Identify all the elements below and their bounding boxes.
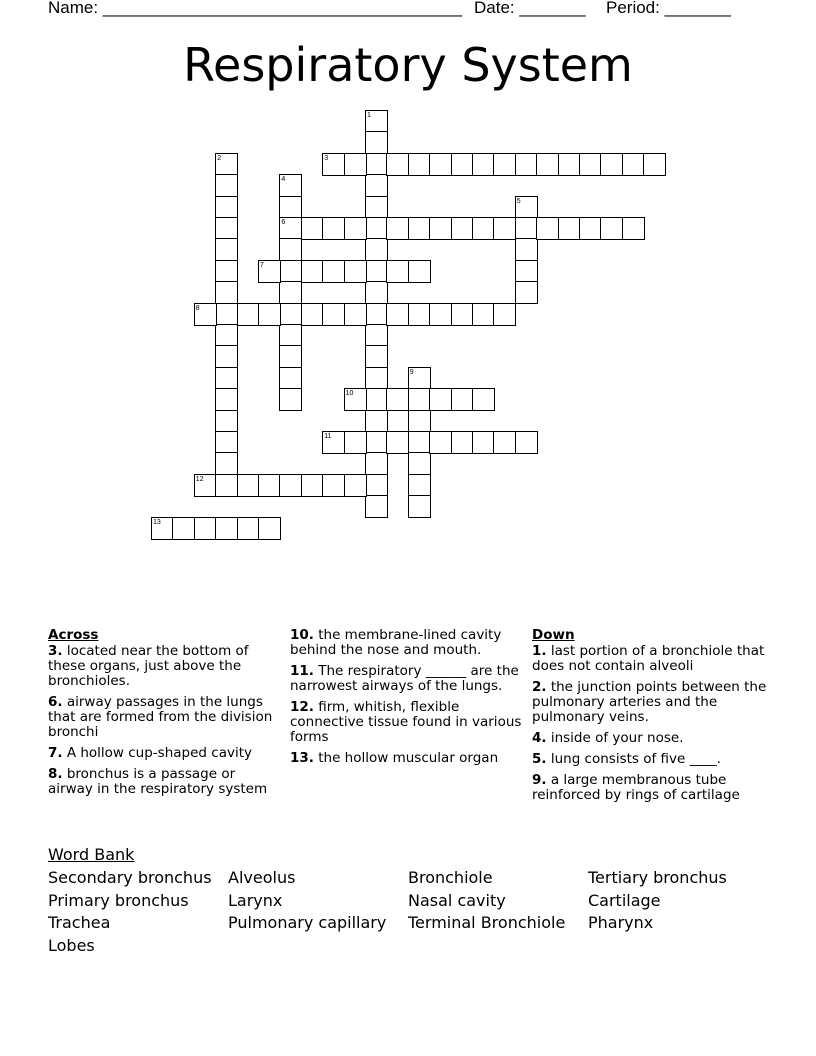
crossword-cell[interactable] [322, 303, 345, 326]
crossword-cell[interactable] [215, 174, 238, 197]
crossword-cell[interactable] [279, 196, 302, 219]
crossword-cell[interactable] [344, 153, 367, 176]
crossword-cell[interactable] [215, 303, 238, 326]
crossword-cell[interactable] [279, 388, 302, 411]
crossword-cell[interactable] [365, 281, 388, 304]
clue-number-label: 8 [195, 304, 200, 312]
clue-number-label: 1 [367, 112, 371, 119]
crossword-cell[interactable] [172, 517, 195, 540]
crossword-cell[interactable] [279, 238, 302, 261]
crossword-cell[interactable] [451, 431, 474, 454]
crossword-cell[interactable] [472, 388, 495, 411]
crossword-cell[interactable] [365, 174, 388, 197]
crossword-cell[interactable] [579, 153, 602, 176]
crossword-cell[interactable] [451, 303, 474, 326]
crossword-cell[interactable] [493, 303, 516, 326]
crossword-cell[interactable] [279, 303, 302, 326]
crossword-cell[interactable] [408, 260, 431, 283]
crossword-cell[interactable] [365, 452, 388, 475]
crossword-cell[interactable] [365, 238, 388, 261]
word-bank-item: Nasal cavity [408, 891, 506, 910]
crossword-cell[interactable] [365, 303, 388, 326]
crossword-cell[interactable] [515, 153, 538, 176]
clue-across-3: 3. located near the bottom of these organs, just above the bronchioles. [48, 643, 249, 689]
crossword-cell[interactable] [408, 495, 431, 518]
crossword-cell[interactable] [365, 410, 388, 433]
clue-across-8: 8. bronchus is a passage or airway in the respiratory system [48, 766, 268, 797]
word-bank-item: Bronchiole [408, 868, 493, 887]
across-heading: Across [48, 627, 99, 643]
crossword-cell[interactable] [643, 153, 666, 176]
crossword-cell[interactable] [515, 281, 538, 304]
crossword-cell[interactable] [194, 517, 217, 540]
name-field[interactable]: Name: ______________________________________ [48, 0, 463, 17]
crossword-cell[interactable] [215, 517, 238, 540]
crossword-cell[interactable] [215, 324, 238, 347]
crossword-cell[interactable] [322, 474, 345, 497]
crossword-cell[interactable] [536, 153, 559, 176]
clue-across-6: 6. airway passages in the lungs that are formed from the division bronchi [48, 694, 273, 740]
across-clues-column-2 [290, 628, 528, 772]
crossword-cell[interactable] [301, 474, 324, 497]
crossword-cell[interactable] [493, 217, 516, 240]
period-field[interactable]: Period: _______ [606, 0, 731, 17]
crossword-cell[interactable] [215, 388, 238, 411]
crossword-cell[interactable] [386, 153, 409, 176]
crossword-cell[interactable] [322, 260, 345, 283]
word-bank-item: Cartilage [588, 891, 661, 910]
crossword-cell[interactable] [365, 388, 388, 411]
crossword-cell[interactable] [429, 388, 452, 411]
crossword-cell[interactable] [493, 153, 516, 176]
crossword-cell[interactable] [301, 217, 324, 240]
crossword-cell[interactable] [600, 153, 623, 176]
clue-across-13: 13. the hollow muscular organ [290, 750, 499, 766]
word-bank-item: Trachea [48, 913, 111, 932]
clue-number-label: 4 [281, 176, 286, 184]
crossword-cell[interactable] [451, 217, 474, 240]
crossword-cell[interactable] [515, 238, 538, 261]
crossword-cell[interactable] [515, 260, 538, 283]
clue-down-4: 4. inside of your nose. [532, 730, 684, 746]
crossword-cell[interactable] [365, 474, 388, 497]
crossword-cell[interactable] [429, 431, 452, 454]
crossword-cell[interactable] [215, 260, 238, 283]
clue-number-label: 9 [409, 368, 414, 376]
crossword-cell[interactable] [558, 217, 581, 240]
clue-number-label: 3 [324, 154, 329, 162]
crossword-cell[interactable] [365, 324, 388, 347]
crossword-cell[interactable] [408, 217, 431, 240]
crossword-cell[interactable] [215, 238, 238, 261]
crossword-cell[interactable] [301, 260, 324, 283]
crossword-cell[interactable] [579, 217, 602, 240]
crossword-cell[interactable] [344, 431, 367, 454]
crossword-cell[interactable] [279, 345, 302, 368]
crossword-cell[interactable] [365, 367, 388, 390]
clue-number-label: 12 [195, 475, 204, 483]
word-bank-item: Pulmonary capillary [228, 913, 387, 932]
clue-number-label: 11 [324, 433, 332, 440]
crossword-cell[interactable] [472, 217, 495, 240]
crossword-cell[interactable] [408, 452, 431, 475]
crossword-cell[interactable] [386, 431, 409, 454]
word-bank-item: Terminal Bronchiole [408, 913, 566, 932]
crossword-cell[interactable] [258, 303, 281, 326]
crossword-cell[interactable] [215, 196, 238, 219]
crossword-cell[interactable] [322, 217, 345, 240]
clue-down-2: 2. the junction points between the pulmonary arteries and the pulmonary veins. [532, 679, 767, 725]
clue-down-1: 1. last portion of a bronchiole that does not contain alveoli [532, 643, 765, 674]
crossword-cell[interactable] [408, 153, 431, 176]
crossword-cell[interactable] [344, 217, 367, 240]
crossword-cell[interactable] [429, 303, 452, 326]
clue-number-label: 6 [281, 219, 286, 226]
crossword-cell[interactable] [237, 303, 260, 326]
crossword-cell[interactable] [215, 410, 238, 433]
crossword-cell[interactable] [408, 410, 431, 433]
crossword-cell[interactable] [258, 517, 281, 540]
crossword-cell[interactable] [215, 474, 238, 497]
crossword-cell[interactable] [344, 303, 367, 326]
crossword-cell[interactable] [215, 281, 238, 304]
word-bank-item: Alveolus [228, 868, 296, 887]
crossword-cell[interactable] [472, 153, 495, 176]
crossword-cell[interactable] [279, 367, 302, 390]
clue-down-5: 5. lung consists of five ____. [532, 751, 721, 767]
crossword-cell[interactable] [515, 431, 538, 454]
crossword-cell[interactable] [472, 303, 495, 326]
crossword-cell[interactable] [365, 260, 388, 283]
word-bank-item: Primary bronchus [48, 891, 189, 910]
crossword-cell[interactable] [365, 495, 388, 518]
date-field[interactable]: Date: _______ [474, 0, 586, 17]
clue-number-label: 7 [260, 261, 264, 269]
crossword-cell[interactable] [279, 474, 302, 497]
down-heading: Down [532, 627, 575, 643]
word-bank-item: Lobes [48, 936, 95, 955]
crossword-cell[interactable] [408, 388, 431, 411]
crossword-cell[interactable] [451, 153, 474, 176]
crossword-cell[interactable] [472, 431, 495, 454]
crossword-cell[interactable] [215, 452, 238, 475]
crossword-cell[interactable] [237, 474, 260, 497]
word-bank-title: Word Bank [48, 845, 135, 864]
clue-across-11: 11. The respiratory ______ are the narrowest airways of the lungs. [290, 663, 519, 694]
clue-number-label: 2 [217, 154, 222, 162]
crossword-cell[interactable] [344, 260, 367, 283]
page-title: Respiratory System [183, 38, 633, 92]
clue-number-label: 10 [345, 390, 354, 398]
crossword-cell[interactable] [215, 367, 238, 390]
crossword-cell[interactable] [365, 131, 388, 154]
across-clues-column-1 [48, 628, 283, 803]
crossword-cell[interactable] [429, 153, 452, 176]
clue-number-label: 5 [516, 197, 521, 205]
crossword-cell[interactable] [600, 217, 623, 240]
crossword-cell[interactable] [515, 217, 538, 240]
crossword-cell[interactable] [215, 217, 238, 240]
crossword-cell[interactable] [408, 303, 431, 326]
crossword-cell[interactable] [215, 431, 238, 454]
down-clues-column [532, 628, 772, 809]
crossword-cell[interactable] [408, 431, 431, 454]
word-bank-item: Tertiary bronchus [588, 868, 727, 887]
crossword-cell[interactable] [622, 153, 645, 176]
crossword-cell[interactable] [408, 474, 431, 497]
crossword-cell[interactable] [365, 345, 388, 368]
word-bank-item: Larynx [228, 891, 283, 910]
crossword-cell[interactable] [386, 388, 409, 411]
crossword-cell[interactable] [365, 217, 388, 240]
crossword-cell[interactable] [365, 153, 388, 176]
crossword-cell[interactable] [365, 196, 388, 219]
word-bank-item: Pharynx [588, 913, 654, 932]
crossword-cell[interactable] [365, 431, 388, 454]
crossword-cell[interactable] [301, 303, 324, 326]
crossword-cell[interactable] [451, 388, 474, 411]
clue-across-7: 7. A hollow cup-shaped cavity [48, 745, 252, 761]
crossword-cell[interactable] [429, 217, 452, 240]
crossword-cell[interactable] [237, 517, 260, 540]
clue-number-label: 13 [153, 518, 161, 526]
crossword-cell[interactable] [536, 217, 559, 240]
crossword-cell[interactable] [386, 217, 409, 240]
crossword-cell[interactable] [279, 324, 302, 347]
crossword-cell[interactable] [279, 260, 302, 283]
crossword-cell[interactable] [215, 345, 238, 368]
crossword-cell[interactable] [279, 281, 302, 304]
clue-across-10: 10. the membrane-lined cavity behind the nose and mouth. [290, 627, 502, 658]
crossword-cell[interactable] [622, 217, 645, 240]
clue-across-12: 12. firm, whitish, flexible connective tissue found in various forms [290, 699, 522, 745]
clue-down-9: 9. a large membranous tube reinforced by rings of cartilage [532, 772, 740, 803]
crossword-cell[interactable] [386, 260, 409, 283]
crossword-cell[interactable] [493, 431, 516, 454]
crossword-cell[interactable] [558, 153, 581, 176]
crossword-cell[interactable] [258, 474, 281, 497]
word-bank-item: Secondary bronchus [48, 868, 212, 887]
crossword-cell[interactable] [386, 303, 409, 326]
crossword-cell[interactable] [344, 474, 367, 497]
